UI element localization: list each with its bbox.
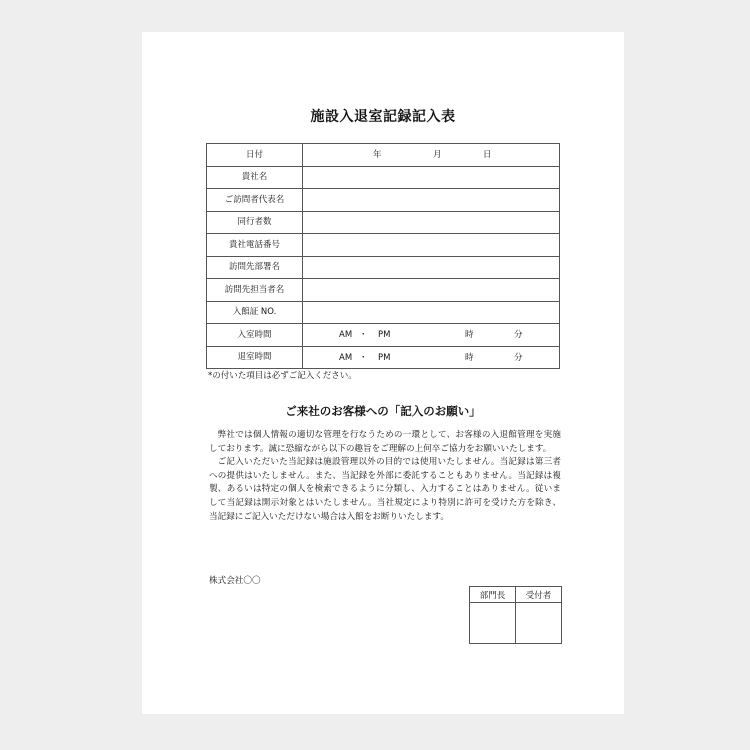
entry-form-table xyxy=(206,143,560,369)
row-label: 貴社名 xyxy=(207,166,303,189)
form-row-contact xyxy=(207,279,560,302)
exit-time-field[interactable] xyxy=(303,346,560,369)
pm-label: PM xyxy=(378,330,391,340)
required-note: *の付いた項目は必ずご記入ください。 xyxy=(208,371,357,381)
stamp-header-receptionist: 受付者 xyxy=(516,587,562,603)
am-label: AM xyxy=(339,352,353,363)
month-unit: 月 xyxy=(433,150,442,160)
stamp-header-manager: 部門長 xyxy=(470,587,516,603)
row-label: 訪問先担当者名 xyxy=(207,279,303,302)
visitor-rep-field[interactable] xyxy=(303,189,560,212)
form-row-visitor-rep xyxy=(207,189,560,212)
manager-stamp-cell[interactable] xyxy=(470,603,516,644)
row-label: 貴社電話番号 xyxy=(207,234,303,257)
row-label: 同行者数 xyxy=(207,211,303,234)
company-field[interactable] xyxy=(303,166,560,189)
notice-body xyxy=(209,429,561,524)
phone-field[interactable] xyxy=(303,234,560,257)
form-row-badge xyxy=(207,301,560,324)
row-label: 退室時間 xyxy=(207,346,303,369)
notice-heading: ご来社のお客様への「記入のお願い」 xyxy=(285,404,481,418)
document-title: 施設入退室記録記入表 xyxy=(310,109,456,125)
company-name: 株式会社〇〇 xyxy=(209,576,261,586)
badge-number-field[interactable] xyxy=(303,301,560,324)
day-unit: 日 xyxy=(483,150,492,160)
form-row-department xyxy=(207,256,560,279)
form-row-company xyxy=(207,166,560,189)
companions-field[interactable] xyxy=(303,211,560,234)
row-label: 入館証 NO. xyxy=(207,301,303,324)
notice-paragraph: 弊社では個人情報の適切な管理を行なうための一環として、お客様の入退館管理を実施しております。誠に恐縮ながら以下の趣旨をご理解の上何卒ご協力をお願いいたします。 xyxy=(209,430,561,454)
row-label: ご訪問者代表名 xyxy=(207,189,303,212)
department-field[interactable] xyxy=(303,256,560,279)
form-row-phone xyxy=(207,234,560,257)
hour-unit: 時 xyxy=(465,352,474,363)
minute-unit: 分 xyxy=(514,330,523,340)
form-row-date xyxy=(207,144,560,167)
pm-label: PM xyxy=(378,352,391,363)
form-row-exit-time xyxy=(207,346,560,369)
am-label: AM xyxy=(339,330,353,340)
form-row-companions xyxy=(207,211,560,234)
date-field[interactable] xyxy=(303,144,560,167)
form-row-entry-time xyxy=(207,324,560,347)
receptionist-stamp-cell[interactable] xyxy=(516,603,562,644)
row-label: 入室時間 xyxy=(207,324,303,347)
hour-unit: 時 xyxy=(465,330,474,340)
notice-paragraph: ご記入いただいた当記録は施設管理以外の目的では使用いたしません。当記録は第三者への提供はいたしません。また、当記録を外部に委託することもありません。当記録は複製、あるいは特定の個人を検索できるように分類し、入力することはありません。従いまして当記録は開示対象とはいたしません。当社規定により特別に許可を受けた方を除き、当記録にご記入いただけない場合は入館をお断りいたします。 xyxy=(209,457,561,522)
row-label: 訪問先部署名 xyxy=(207,256,303,279)
form-sheet xyxy=(142,32,624,714)
contact-person-field[interactable] xyxy=(303,279,560,302)
approval-stamp-box xyxy=(469,586,562,644)
row-label: 日付 xyxy=(207,144,303,167)
year-unit: 年 xyxy=(373,150,382,160)
minute-unit: 分 xyxy=(514,352,523,363)
am-pm-separator: ・ xyxy=(359,330,368,340)
am-pm-separator: ・ xyxy=(359,352,368,363)
entry-time-field[interactable] xyxy=(303,324,560,347)
